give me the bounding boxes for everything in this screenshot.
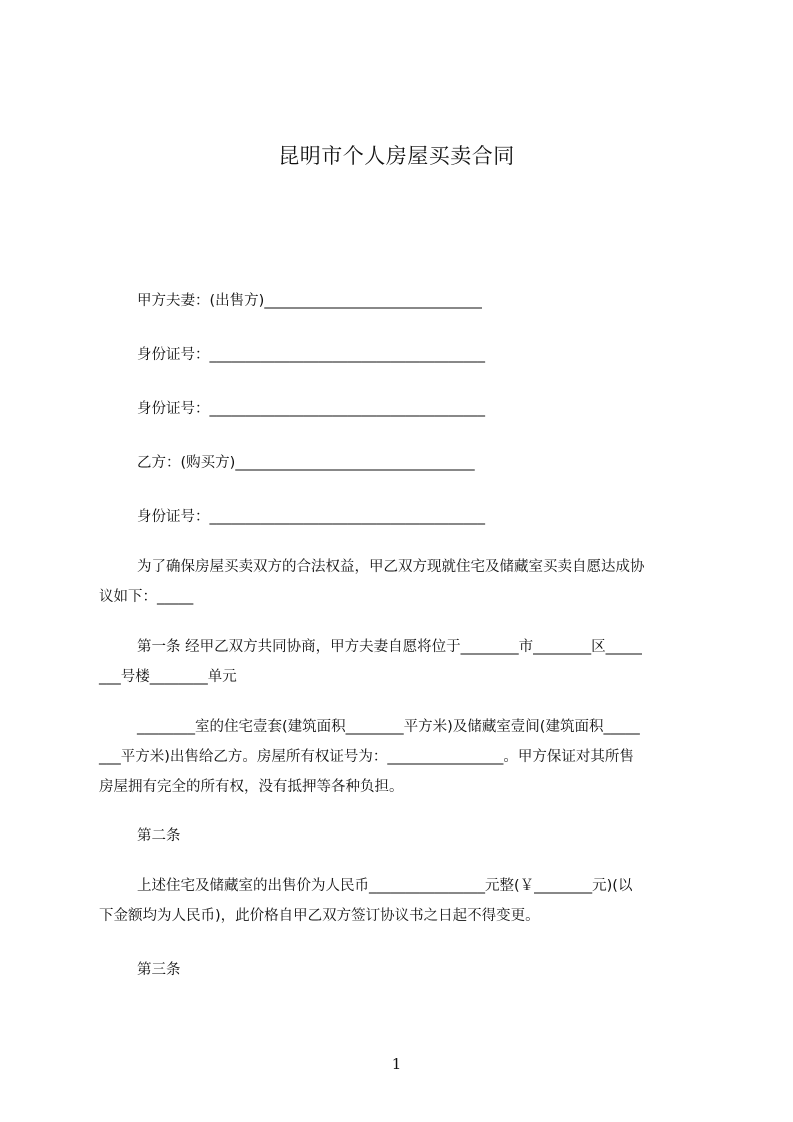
seller-id-line-1: 身份证号：______________________________________ (137, 347, 485, 363)
article-1-paragraph (99, 632, 707, 692)
property-line-1: ________室的住宅壹套(建筑面积________平方米)及储藏室壹间(建筑面积_____ (137, 719, 640, 735)
article-1-line-1: 第一条 经甲乙双方共同协商，甲方夫妻自愿将位于________市________区_____ (137, 639, 642, 655)
seller-name-line: 甲方夫妻：(出售方)______________________________ (137, 293, 482, 309)
article-2-heading: 第二条 (137, 828, 181, 844)
intro-paragraph (99, 552, 707, 612)
property-line-3: 房屋拥有完全的所有权，没有抵押等各种负担。 (99, 779, 404, 795)
article-1-property-paragraph (99, 712, 707, 802)
buyer-name-line: 乙方：(购买方)_________________________________ (137, 455, 475, 471)
buyer-id-line: 身份证号：______________________________________ (137, 509, 485, 525)
property-line-2: ___平方米)出售给乙方。房屋所有权证号为：________________。甲方保证对其所售 (99, 749, 634, 765)
price-line-1: 上述住宅及储藏室的出售价为人民币________________元整(￥________元)(以 (137, 878, 633, 894)
intro-line-1: 为了确保房屋买卖双方的合法权益，甲乙双方现就住宅及储藏室买卖自愿达成协 (137, 559, 645, 575)
price-line-2: 下金额均为人民币)，此价格自甲乙双方签订协议书之日起不得变更。 (99, 908, 540, 924)
article-2-paragraph (99, 871, 707, 931)
article-3-heading: 第三条 (137, 962, 181, 978)
seller-id-line-2: 身份证号：______________________________________ (137, 401, 485, 417)
document-title: 昆明市个人房屋买卖合同 (278, 144, 515, 168)
article-1-line-2: ___号楼________单元 (99, 669, 237, 685)
intro-line-2: 议如下：_____ (99, 589, 194, 605)
page-number: 1 (391, 1055, 402, 1073)
